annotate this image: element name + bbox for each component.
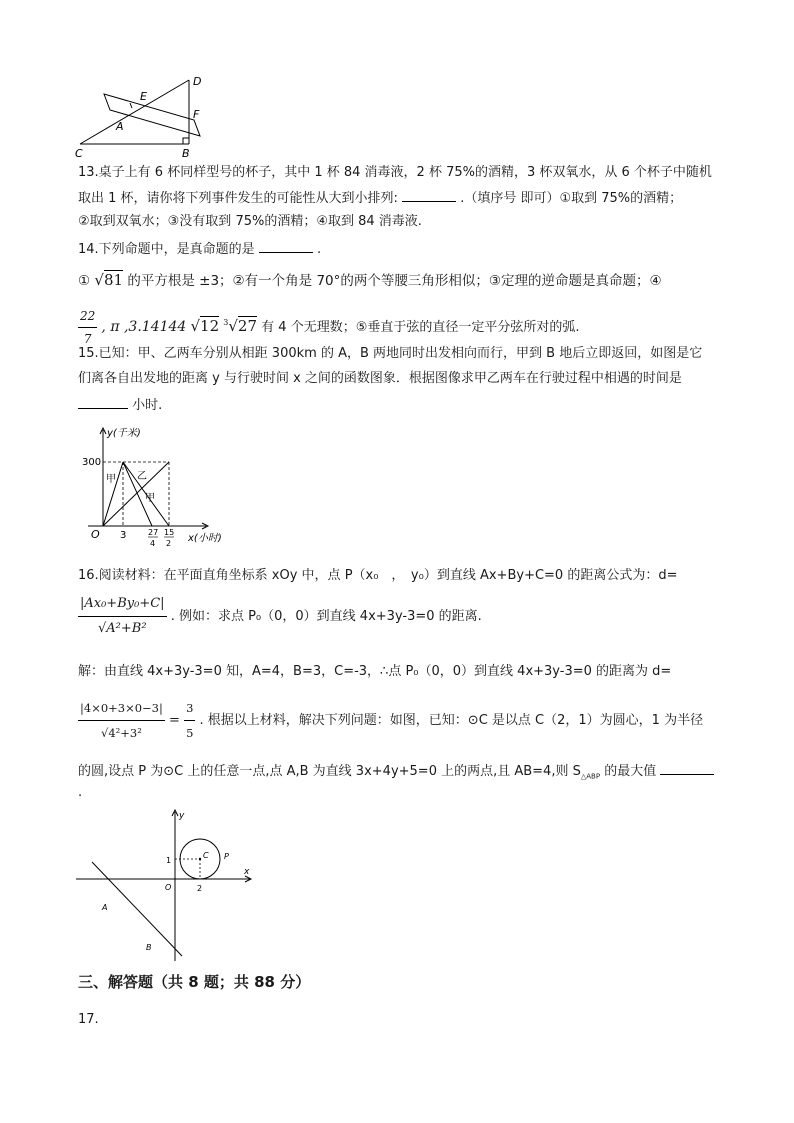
label-F: F [193,108,200,121]
figure-q16-coordinate [72,806,262,966]
formula-denominator: √A²+B² [98,621,147,636]
label-P: P [224,852,229,861]
q15-line1: 15.已知：甲、乙两车分别从相距 300km 的 A，B 两地同时出发相向而行，甲到 B 地后立即返回，如图是它 [78,346,703,361]
tick-27-den: 4 [150,539,156,548]
q13-answer-blank[interactable] [402,189,456,202]
result-numerator: 3 [184,696,195,721]
q17-label: 17. [78,1012,99,1027]
label-yi: 乙 [137,471,147,482]
tick-2: 2 [197,884,203,893]
q15-answer-blank[interactable] [78,396,128,409]
sqrt-12-radicand: 12 [200,317,220,335]
q15-line2: 们离各自出发地的距离 y 与行驶时间 x 之间的函数图象．根据图像求甲乙两车在行驶过程中相遇的时间是 [78,371,682,386]
calc-numerator: |4×0+3×0−3| [78,696,165,721]
q16-line6: . [78,785,83,800]
label-jia-1: 甲 [106,474,116,485]
right-angle-mark [183,138,189,144]
label-y: y [179,811,185,821]
q14-line2 [78,272,662,289]
figure-q15-graph [78,424,243,554]
q14-item1-marker: ① [78,273,91,289]
q13-line3: ②取到双氧水；③没有取到 75%的酒精；④取到 84 消毒液. [78,214,422,229]
origin-label: O [91,528,100,541]
example-result [184,696,195,745]
label-jia-2: 甲 [145,493,155,504]
q16-line2 [78,592,482,641]
formula-numerator: |Ax₀+By₀+C| [78,592,167,617]
cbrt-27-radicand: 27 [237,317,258,335]
label-C: C [203,851,209,860]
calc-denominator: √4²+3² [101,726,142,740]
cbrt-27: $^3$√27 [223,317,258,335]
sqrt-81: √81 [94,271,124,289]
label-B: B [146,943,152,952]
tick-15-num: 15 [164,528,175,537]
q16-line3: 解：由直线 4x+3y-3=0 知，A=4，B=3，C=-3，∴点 P₀（0，0）到直线 4x+3y-3=0 的距离为 d= [78,664,672,679]
fraction-num: 22 [78,305,97,328]
center-C [199,858,201,860]
tick-300: 300 [82,457,102,468]
label-E: E [140,90,147,103]
q14-number-list: , π ,3.14144 [101,319,187,335]
q16-line1: 16.阅读材料：在平面直角坐标系 xOy 中，点 P（x₀ ， y₀）到直线 Ax+By+C=0 的距离公式为：d= [78,568,678,583]
triangle-subscript: △ABP [580,772,601,781]
q16-line4 [78,696,703,745]
q14-period: . [316,242,322,257]
q14-line3-text: 有 4 个无理数；⑤垂直于弦的直径一定平分弦所对的弧. [261,320,580,335]
q13-line2-tail: .（填序号 即可）①取到 75%的酒精； [460,191,683,206]
label-C: C [75,147,83,160]
angle-mark [130,103,132,108]
q16-example: . 例如：求点 P₀（0，0）到直线 4x+3y-3=0 的距离. [170,609,482,624]
q16-problem: . 根据以上材料，解决下列问题：如图，已知：⊙C 是以点 C（2，1）为圆心，1 为半径 [199,713,704,728]
example-calc [78,696,165,745]
cbrt-index: 3 [223,318,229,327]
fraction-22-7 [78,305,97,350]
sqrt-12: √12 [190,317,220,335]
label-O: O [165,883,172,892]
q16-answer-blank[interactable] [660,762,714,775]
section-heading: 三、解答题（共 8 题；共 88 分） [78,973,311,991]
label-D: D [193,75,202,88]
distance-formula [78,592,167,641]
q14-line3 [78,305,579,350]
q14-line2-text: 的平方根是 ±3；②有一个角是 70°的两个等腰三角形相似；③定理的逆命题是真命题；④ [127,273,662,289]
label-A: A [116,120,124,133]
q13-line2 [78,189,682,207]
tick-27-num: 27 [148,528,159,537]
q16-max-text: 的最大值 [604,764,657,779]
q13-line1: 13.桌子上有 6 杯同样型号的杯子，其中 1 杯 84 消毒液，2 杯 75%的酒精，3 杯双氧水，从 6 个杯子中随机 [78,165,712,180]
result-denominator: 5 [186,726,194,740]
segment-CD [80,80,189,144]
tick-3: 3 [120,530,127,541]
q13-line2-text: 取出 1 杯，请你将下列事件发生的可能性从大到小排列: [78,191,398,206]
tick-1: 1 [166,856,172,865]
fraction-den: 7 [83,332,92,346]
q16-line5 [78,762,714,785]
q14-question: 14.下列命题中，是真命题的是 [78,242,255,257]
label-x: x [244,867,250,877]
label-B: B [182,147,190,160]
x-axis-label: x(小时) [188,533,222,544]
q14-answer-blank[interactable] [259,240,313,253]
tick-15-den: 2 [166,539,172,548]
q16-problem-cont: 的圆,设点 P 为⊙C 上的任意一点,点 A,B 为直线 3x+4y+5=0 上的两点,且 AB=4,则 S [78,764,581,779]
y-axis-label: y(千米) [107,428,141,439]
q15-line3 [78,396,162,414]
q15-unit: 小时. [132,398,163,413]
equals-sign: = [169,713,180,728]
sqrt-81-radicand: 81 [103,271,124,289]
figure-q12 [70,70,220,162]
q14-line1 [78,240,321,258]
label-A: A [102,903,108,912]
